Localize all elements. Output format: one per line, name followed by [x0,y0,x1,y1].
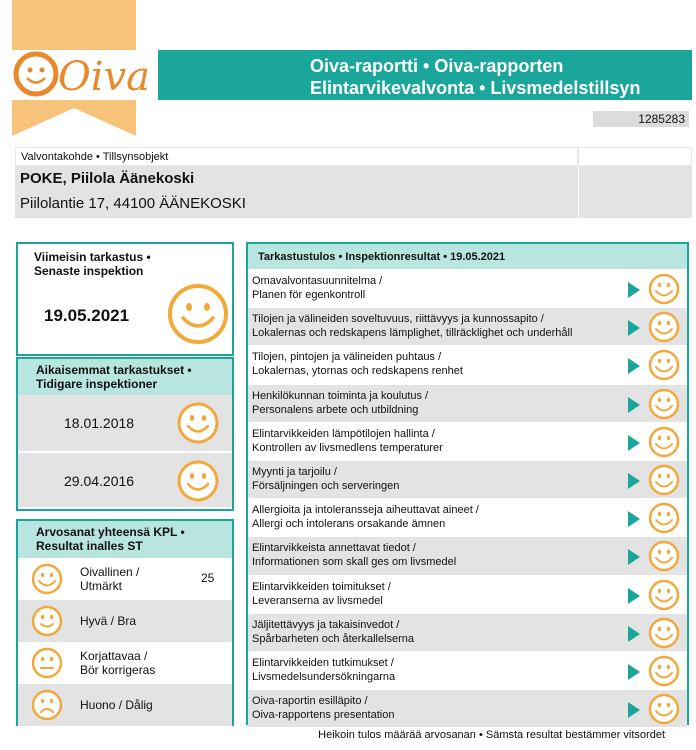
earlier-inspection-row [18,395,232,451]
result-label-fi: Jäljitettävyys ja takaisinvedot / [252,618,400,631]
result-label-sv: Spårbarheten och återkallelserna [252,632,415,645]
results-title: Tarkastustulos • Inspektionresultat • 19.05.2021 [248,244,687,269]
latest-date: 19.05.2021 [44,306,130,325]
excellent-smiley-icon [648,349,680,381]
inspection-object [15,147,692,218]
totals-title-line2: Resultat inalles ST [36,539,143,553]
result-label-sv: Lokalernas, ytornas och redskapens renhet [252,365,463,378]
result-label-sv: Planen för egenkontroll [252,289,366,301]
excellent-smiley-icon [648,655,680,687]
result-label-fi: Elintarvikkeista annettavat tiedot / [252,542,416,555]
result-label-sv: Leveranserna av livsmedel [252,594,383,607]
result-row [248,651,687,689]
result-label-sv: Lokalernas och redskapens lämplighet, tillräcklighet och underhåll [252,327,573,340]
grade-row-poor [18,684,232,726]
earlier-inspections-panel [16,357,234,511]
grade-totals-panel [16,519,234,726]
result-row [248,460,687,498]
sad-face-icon [31,689,63,721]
logo-text: Oiva [58,54,148,100]
report-header [158,50,692,100]
grade-row-good [18,600,232,642]
result-label-fi: Tilojen ja välineiden soveltuvuus, riittävyys ja kunnossapito / [252,313,544,326]
result-row [248,269,687,307]
result-label-fi: Tilojen, pintojen ja välineiden puhtaus / [252,351,442,364]
header-title-line1: Oiva-raportti • Oiva-rapporten [310,56,564,76]
result-label-sv: Informationen som skall ges om livsmedel [252,556,457,569]
excellent-smiley-icon [166,282,230,346]
earlier-title-line1: Aikaisemmat tarkastukset • [36,363,192,377]
header-title-line2: Elintarvikevalvonta • Livsmedelstillsyn [310,78,641,98]
totals-title-line1: Arvosanat yhteensä KPL • [36,525,185,539]
expand-arrow-icon[interactable] [628,511,640,527]
grade-row-excellent [18,558,232,600]
expand-arrow-icon[interactable] [628,588,640,604]
expand-arrow-icon[interactable] [628,397,640,413]
result-label-fi: Omavalvontasuunnitelma / [252,275,383,287]
result-label-fi: Henkilökunnan toiminta ja koulutus / [252,389,429,402]
result-label-fi: Elintarvikkeiden lämpötilojen hallinta / [252,427,435,440]
expand-arrow-icon[interactable] [628,702,640,718]
grade-label: Hyvä / Bra [80,614,137,628]
result-label-fi: Myynti ja tarjoilu / [252,465,337,478]
expand-arrow-icon[interactable] [628,358,640,374]
result-row [248,307,687,345]
report-number: 1285283 [593,111,689,127]
excellent-smiley-icon [176,401,220,445]
expand-arrow-icon[interactable] [628,549,640,565]
latest-inspection-panel [16,242,234,356]
expand-arrow-icon[interactable] [628,435,640,451]
excellent-smiley-icon [648,273,680,305]
earlier-date: 29.04.2016 [64,473,135,489]
expand-arrow-icon[interactable] [628,626,640,642]
expand-arrow-icon[interactable] [628,473,640,489]
result-label-fi: Oiva-raportin esilläpito / [252,695,368,708]
result-row [248,384,687,422]
grade-row-needs-correction [18,642,232,684]
result-row [248,575,687,613]
excellent-smiley-icon [648,617,680,649]
grade-label: Korjattavaa / [80,649,148,663]
oiva-logo [0,0,148,138]
earlier-date: 18.01.2018 [64,415,135,431]
earlier-title-line2: Tidigare inspektioner [36,377,158,391]
excellent-smiley-icon [648,540,680,572]
excellent-smiley-icon [648,311,680,343]
result-label-sv: Personalens arbete och utbildning [252,403,419,416]
result-row [248,689,687,727]
excellent-smiley-icon [648,388,680,420]
expand-arrow-icon[interactable] [628,320,640,336]
excellent-smiley-icon [648,579,680,611]
result-label-fi: Elintarvikkeiden toimitukset / [252,580,391,593]
grade-count: 25 [201,571,215,585]
expand-arrow-icon[interactable] [628,282,640,298]
result-row [248,536,687,574]
result-row [248,613,687,651]
grade-label: Utmärkt [80,579,122,593]
excellent-smiley-icon [176,459,220,503]
result-row [248,345,687,383]
excellent-smiley-icon [31,563,63,595]
result-row [248,422,687,460]
grade-label: Huono / Dålig [80,698,153,712]
object-label: Valvontakohde • Tillsynsobjekt [15,147,578,166]
excellent-smiley-icon [648,693,680,725]
grade-label: Oivallinen / [80,565,140,579]
latest-title-line1: Viimeisin tarkastus • [34,250,151,264]
excellent-smiley-icon [648,464,680,496]
result-label-sv: Oiva-rapportens presentation [252,709,395,722]
neutral-face-icon [31,647,63,679]
good-smiley-icon [31,605,63,637]
result-label-sv: Kontrollen av livsmedlens temperaturer [252,441,443,454]
result-label-sv: Försäljningen och serveringen [252,479,400,492]
result-label-sv: Allergi och intolerans orsakande ämnen [252,518,446,531]
result-label-fi: Elintarvikkeiden tutkimukset / [252,656,394,669]
grade-label: Bör korrigeras [80,663,156,677]
result-row [248,498,687,536]
latest-title-line2: Senaste inspektion [34,264,144,278]
excellent-smiley-icon [648,502,680,534]
footer-note: Heikoin tulos määrää arvosanan • Sämsta resultat bestämmer vitsordet [318,729,665,741]
result-label-fi: Allergioita ja intoleransseja aiheuttavat aineet / [252,504,479,517]
excellent-smiley-icon [648,426,680,458]
result-label-sv: Livsmedelsundersökningarna [252,670,396,683]
object-name: POKE, Piilola Äänekoski [20,170,195,187]
object-address: Piilolantie 17, 44100 ÄÄNEKOSKI [20,195,246,212]
inspection-results-panel [246,242,689,725]
expand-arrow-icon[interactable] [628,664,640,680]
earlier-inspection-row [18,451,232,507]
